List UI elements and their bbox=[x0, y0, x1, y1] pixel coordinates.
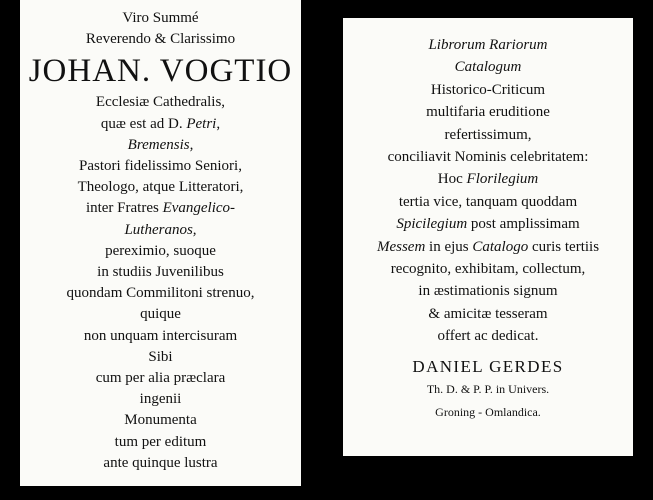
author-university: Groning - Omlandica. bbox=[435, 404, 541, 419]
dedication-line: Reverendo & Clarissimo bbox=[85, 31, 236, 48]
dedication-line: Lutheranos, bbox=[124, 221, 197, 238]
dedication-line: in æstimationis signum bbox=[418, 283, 558, 300]
dedication-line: inter Fratres Evangelico- bbox=[85, 200, 236, 217]
right-page bbox=[343, 18, 633, 456]
dedication-line: tum per editum bbox=[114, 433, 207, 450]
dedication-line: & amicitæ tesseram bbox=[428, 305, 548, 322]
dedication-line: Theologo, atque Litteratori, bbox=[77, 179, 244, 196]
author-name: DANIEL GERDES bbox=[412, 356, 564, 376]
dedication-line: Pastori fidelissimo Seniori, bbox=[79, 158, 242, 175]
dedication-line: Hoc Florilegium bbox=[437, 171, 539, 188]
dedication-line: Ecclesiæ Cathedralis, bbox=[95, 94, 226, 111]
catalog-title: Librorum Rariorum bbox=[428, 37, 548, 53]
dedication-line: multifaria eruditione bbox=[426, 104, 550, 121]
dedication-line: Monumenta bbox=[124, 412, 197, 429]
dedication-line: conciliavit Nominis celebritatem: bbox=[387, 149, 589, 166]
dedication-line: tertia vice, tanquam quoddam bbox=[398, 193, 578, 210]
dedication-line: ingenii bbox=[139, 391, 182, 408]
spacer bbox=[343, 348, 633, 356]
dedication-line: quique bbox=[140, 306, 181, 323]
dedication-line: Historico-Criticum bbox=[430, 81, 546, 98]
dedication-line: Sibi bbox=[148, 348, 173, 365]
author-title: Th. D. & P. P. in Univers. bbox=[426, 382, 550, 397]
dedication-line: Viro Summé bbox=[122, 10, 199, 26]
dedicatee-name: JOHAN. VOGTIO bbox=[28, 53, 293, 90]
dedication-line: Spicilegium post amplissimam bbox=[396, 216, 580, 233]
dedication-line: non unquam intercisuram bbox=[83, 327, 238, 344]
dedication-line: Bremensis, bbox=[127, 136, 194, 153]
dedication-line: recognito, exhibitam, collectum, bbox=[390, 261, 586, 278]
dedication-line: quondam Commilitoni strenuo, bbox=[66, 285, 255, 302]
dedication-line: cum per alia præclara bbox=[95, 370, 226, 387]
dedication-line: offert ac dedicat. bbox=[437, 328, 539, 345]
dedication-line: Messem in ejus Catalogo curis tertiis bbox=[376, 238, 600, 255]
dedication-line: in studiis Juvenilibus bbox=[97, 264, 224, 281]
left-page bbox=[20, 0, 301, 486]
catalog-title: Catalogum bbox=[454, 59, 522, 76]
dedication-line: ante quinque lustra bbox=[103, 454, 218, 471]
dedication-line: refertissimum, bbox=[444, 126, 532, 143]
dedication-line: quæ est ad D. Petri, bbox=[100, 115, 221, 132]
dedication-line: pereximio, suoque bbox=[105, 242, 216, 259]
